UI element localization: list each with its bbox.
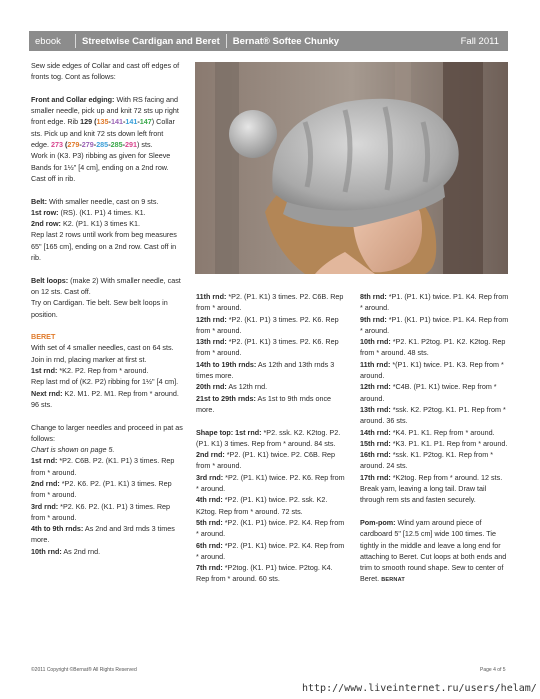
row-text: *P2. K1. P2tog. P1. K2. K2tog. Rep from * around. 48 sts.: [360, 337, 506, 358]
front-collar-text: ) Collar sts. Pick up and knit 72 sts down left front edge.: [31, 117, 175, 150]
row-label: 2nd rnd:: [31, 478, 60, 488]
row-text: *(P1. K1) twice. P1. K3. Rep from * around.: [360, 359, 504, 381]
row-text: *K3. P1. K1. P1. Rep from * around.: [390, 438, 508, 448]
chart-note-text: Chart is shown on page 5.: [31, 445, 115, 455]
row-text: *P2. (P1. K1) twice. P2. ssk. K2. K2tog. Rep from * around. 72 sts.: [196, 495, 328, 516]
row-text: *P2. K6. P2. (P1. K1) 3 times. Rep from * around.: [31, 478, 172, 500]
text-column-right: [360, 291, 510, 587]
source-watermark: http://www.liveinternet.ru/users/helam/: [302, 683, 537, 694]
row-label: 3rd rnd:: [196, 472, 224, 482]
row-label: 2nd rnd:: [196, 450, 225, 460]
row-text: *P2. (K1. P1) 3 times. P2. K6. Rep from * around.: [196, 314, 339, 335]
belt-loops-text: (make 2) With smaller needle, cast on 12 sts. Cast off.: [31, 275, 181, 296]
size-value: 273: [50, 140, 63, 150]
row-text: K2. (P1. K1) 3 times K1.: [60, 219, 141, 229]
row-instruction: [31, 365, 183, 376]
row-instruction: [31, 501, 183, 524]
row-instruction: [360, 359, 510, 382]
row-text: K2. M1. P2. M1. Rep from * around. 96 sts.: [31, 388, 179, 409]
row-label: 1st rnd:: [31, 456, 58, 466]
size-value: 291: [125, 140, 137, 150]
row-text: (RS). (K1. P1) 4 times. K1.: [58, 207, 146, 217]
row-instruction: [196, 494, 347, 517]
row-instruction: [196, 291, 347, 314]
header-ebook-label: ebook: [35, 35, 61, 47]
row-text: *P2. ssk. K2. K2tog. P2. (P1. K1) 3 times. Rep from * around. 84 sts.: [196, 427, 341, 448]
belt-paragraph: [31, 196, 183, 207]
row-instruction: [360, 449, 510, 472]
header-pattern-title: Streetwise Cardigan and Beret: [82, 35, 220, 47]
row-text: *P2. K6. P2. (K1. P1) 3 times. Rep from * around.: [31, 501, 171, 522]
row-label: 1st rnd:: [31, 366, 58, 376]
row-label: 14th rnd:: [360, 427, 391, 437]
row-instruction: [360, 291, 510, 314]
row-text: As 2nd and 3rd rnds 3 times more.: [31, 524, 175, 545]
row-instruction: [360, 381, 510, 404]
front-collar-heading: Front and Collar edging:: [31, 94, 115, 104]
row-label: 11th rnd:: [196, 292, 227, 301]
row-instruction: [31, 546, 183, 557]
row-instruction: [196, 562, 347, 585]
try-on-paragraph: Try on Cardigan. Tie belt. Sew belt loops in position.: [31, 298, 168, 319]
row-instruction: [196, 314, 347, 337]
row-text: *P2. (P1. K1) twice. P2. K6. Rep from * around.: [196, 472, 345, 494]
row-instruction: [31, 523, 183, 546]
header-issue-label: Fall 2011: [460, 35, 499, 47]
row-instruction: [196, 393, 347, 416]
beret-intro-paragraph: With set of 4 smaller needles, cast on 64 sts. Join in rnd, placing marker at first st.: [31, 343, 174, 364]
row-label: 3rd rnd:: [31, 501, 59, 511]
row-label: 14th to 19th rnds:: [196, 359, 257, 369]
text-column-middle: [196, 291, 347, 585]
row-instruction: [31, 218, 183, 229]
rep-last-paragraph: Rep last rnd of (K2. P2) ribbing for 1½" [4 cm].: [31, 377, 179, 387]
row-instruction: [360, 314, 510, 337]
belt-loops-heading: Belt loops:: [31, 275, 69, 285]
bernat-brandmark: BERNAT: [381, 577, 405, 584]
row-instruction: [196, 449, 347, 472]
work-rib-paragraph: Work in (K3. P3) ribbing as given for Sleeve Bands for 1½" [4 cm], ending on a 2nd row. Cast off in rib.: [31, 151, 171, 183]
beret-model-photo: [195, 62, 508, 274]
row-label: 1st row:: [31, 207, 59, 217]
size-value: 135: [96, 117, 109, 127]
row-label: 16th rnd:: [360, 450, 391, 460]
row-instruction: [196, 472, 347, 495]
size-value: 141: [125, 117, 138, 127]
row-label: 6th rnd:: [196, 540, 223, 550]
front-collar-edging-paragraph: Front and Collar edging: With RS facing and smaller needle, pick up and knit 72 sts up right front edge. Rib 129 (135-141-141-147) Collar sts. Pick up and knit 72 sts down left front edge. 273 (279-279-285-285-291) sts.: [31, 94, 179, 150]
row-text: As 1st to 9th rnds once more.: [196, 393, 332, 414]
intro-paragraph: Sew side edges of Collar and cast off edges of fronts tog. Cont as follows:: [31, 61, 180, 82]
row-label: Shape top: 1st rnd:: [196, 427, 262, 437]
row-instruction: [360, 427, 510, 438]
size-value: 279: [67, 140, 80, 150]
beret-section-heading: BERET: [31, 332, 56, 342]
row-instruction: [31, 478, 183, 501]
row-instruction: [31, 207, 183, 218]
row-label: 8th rnd:: [360, 292, 387, 301]
row-label: 15th rnd:: [360, 438, 391, 448]
header-divider: [75, 34, 76, 48]
row-instruction: [196, 540, 347, 563]
row-instruction: [360, 336, 510, 359]
row-label: 9th rnd:: [360, 314, 387, 324]
belt-heading: Belt:: [31, 196, 47, 206]
row-text: *ssk. K1. P2tog. K1. Rep from * around. 24 sts.: [360, 450, 494, 471]
size-value: 147: [139, 117, 152, 127]
row-instruction: [196, 336, 347, 359]
row-label: 10th rnd:: [31, 546, 62, 556]
row-text: As 12th and 13th rnds 3 times more.: [196, 359, 335, 381]
size-value: 279: [81, 140, 94, 150]
size-value: 141: [110, 117, 123, 127]
row-text: *C4B. (P1. K1) twice. Rep from * around.: [360, 382, 497, 403]
row-instruction: [196, 359, 347, 382]
row-label: 10th rnd:: [360, 337, 391, 347]
row-text: *P2. (K1. P1) twice. P2. K4. Rep from * around.: [196, 517, 345, 539]
row-label: 13th rnd:: [360, 404, 391, 414]
size-value: 285: [110, 140, 123, 150]
row-label: 17th rnd:: [360, 472, 391, 482]
row-label: 4th to 9th rnds:: [31, 524, 84, 534]
row-text: As 12th rnd.: [226, 382, 268, 392]
size-value: 129: [80, 117, 93, 127]
change-needles-paragraph: Change to larger needles and proceed in pat as follows:: [31, 422, 183, 443]
row-label: 12th rnd:: [196, 314, 227, 324]
row-label: 20th rnd:: [196, 382, 227, 392]
beret-photo-illustration: [195, 62, 508, 274]
header-divider: [226, 34, 227, 48]
row-instruction: [196, 381, 347, 392]
row-text: *P2. (P1. K1) 3 times. P2. C6B. Rep from * around.: [196, 292, 344, 313]
pompom-text: Wind yarn around piece of cardboard 5" [12.5 cm] wide 100 times. Tie tightly in the middle and leave a long end for attaching to Beret. Cut loops at both ends and trim to smooth round shape. Sew to center of Beret.: [360, 517, 507, 584]
row-instruction: [31, 455, 183, 478]
row-label: Next rnd:: [31, 388, 63, 398]
row-label: 7th rnd:: [196, 563, 223, 573]
row-text: *K4. P1. K1. Rep from * around.: [390, 427, 495, 437]
header-yarn-brand: Bernat® Softee Chunky: [232, 35, 340, 47]
row-label: 2nd row:: [31, 219, 61, 229]
row-text: *P1. (K1. P1) twice. P1. K4. Rep from * around.: [360, 314, 509, 335]
row-label: 11th rnd:: [360, 359, 391, 369]
belt-loops-paragraph: [31, 275, 183, 298]
row-text: *P2. C6B. P2. (K1. P1) 3 times. Rep from * around.: [31, 456, 175, 477]
row-text: *K2tog. Rep from * around. 12 sts. Break yarn, leaving a long tail. Draw tail through rem sts and fasten securely.: [360, 472, 503, 505]
row-text: *P2. (P1. K1) twice. P2. C6B. Rep from * around.: [196, 450, 336, 471]
footer-copyright: ©2011 Copyright ©Bernat® All Rights Reserved: [31, 667, 137, 673]
chart-note: [31, 444, 183, 455]
row-text: *P2tog. (K1. P1) twice. P2tog. K4. Rep from * around. 60 sts.: [196, 563, 333, 584]
footer-page-number: Page 4 of 5: [480, 667, 506, 673]
belt-text: With smaller needle, cast on 9 sts.: [46, 196, 159, 206]
row-label: 21st to 29th rnds:: [196, 393, 256, 403]
text-column-left: [31, 60, 183, 557]
row-text: As 2nd rnd.: [61, 546, 101, 556]
row-text: *K2. P2. Rep from * around.: [57, 366, 149, 376]
paren: (: [92, 117, 97, 127]
front-collar-text: ) sts.: [137, 140, 153, 150]
front-collar-text: With RS facing and smaller needle, pick up and knit 72 sts up right front edge. Rib: [31, 94, 179, 127]
document-header-bar: [29, 31, 508, 51]
pompom-heading: Pom-pom:: [360, 517, 396, 527]
row-label: 12th rnd:: [360, 382, 391, 392]
row-instruction: [360, 438, 510, 449]
row-instruction: [360, 472, 510, 506]
rep-rows-paragraph: Rep last 2 rows until work from beg measures 65" [165 cm], ending on a 2nd row. Cast off in rib.: [31, 230, 177, 263]
row-text: *ssk. K2. P2tog. K1. P1. Rep from * around. 36 sts.: [360, 404, 506, 426]
row-instruction: [31, 388, 183, 411]
row-text: *P2. (P1. K1) twice. P2. K4. Rep from * around.: [196, 540, 345, 561]
size-value: 285: [96, 140, 109, 150]
row-label: 13th rnd:: [196, 337, 227, 347]
row-text: *P2. (P1. K1) 3 times. P2. K6. Rep from * around.: [196, 337, 339, 358]
pompom-paragraph: [360, 517, 510, 587]
row-label: 4th rnd:: [196, 495, 223, 505]
row-text: *P1. (P1. K1) twice. P1. K4. Rep from * around.: [360, 292, 509, 313]
row-instruction: [196, 427, 347, 450]
row-instruction: [360, 404, 510, 427]
row-label: 5th rnd:: [196, 517, 223, 527]
row-instruction: [196, 517, 347, 540]
